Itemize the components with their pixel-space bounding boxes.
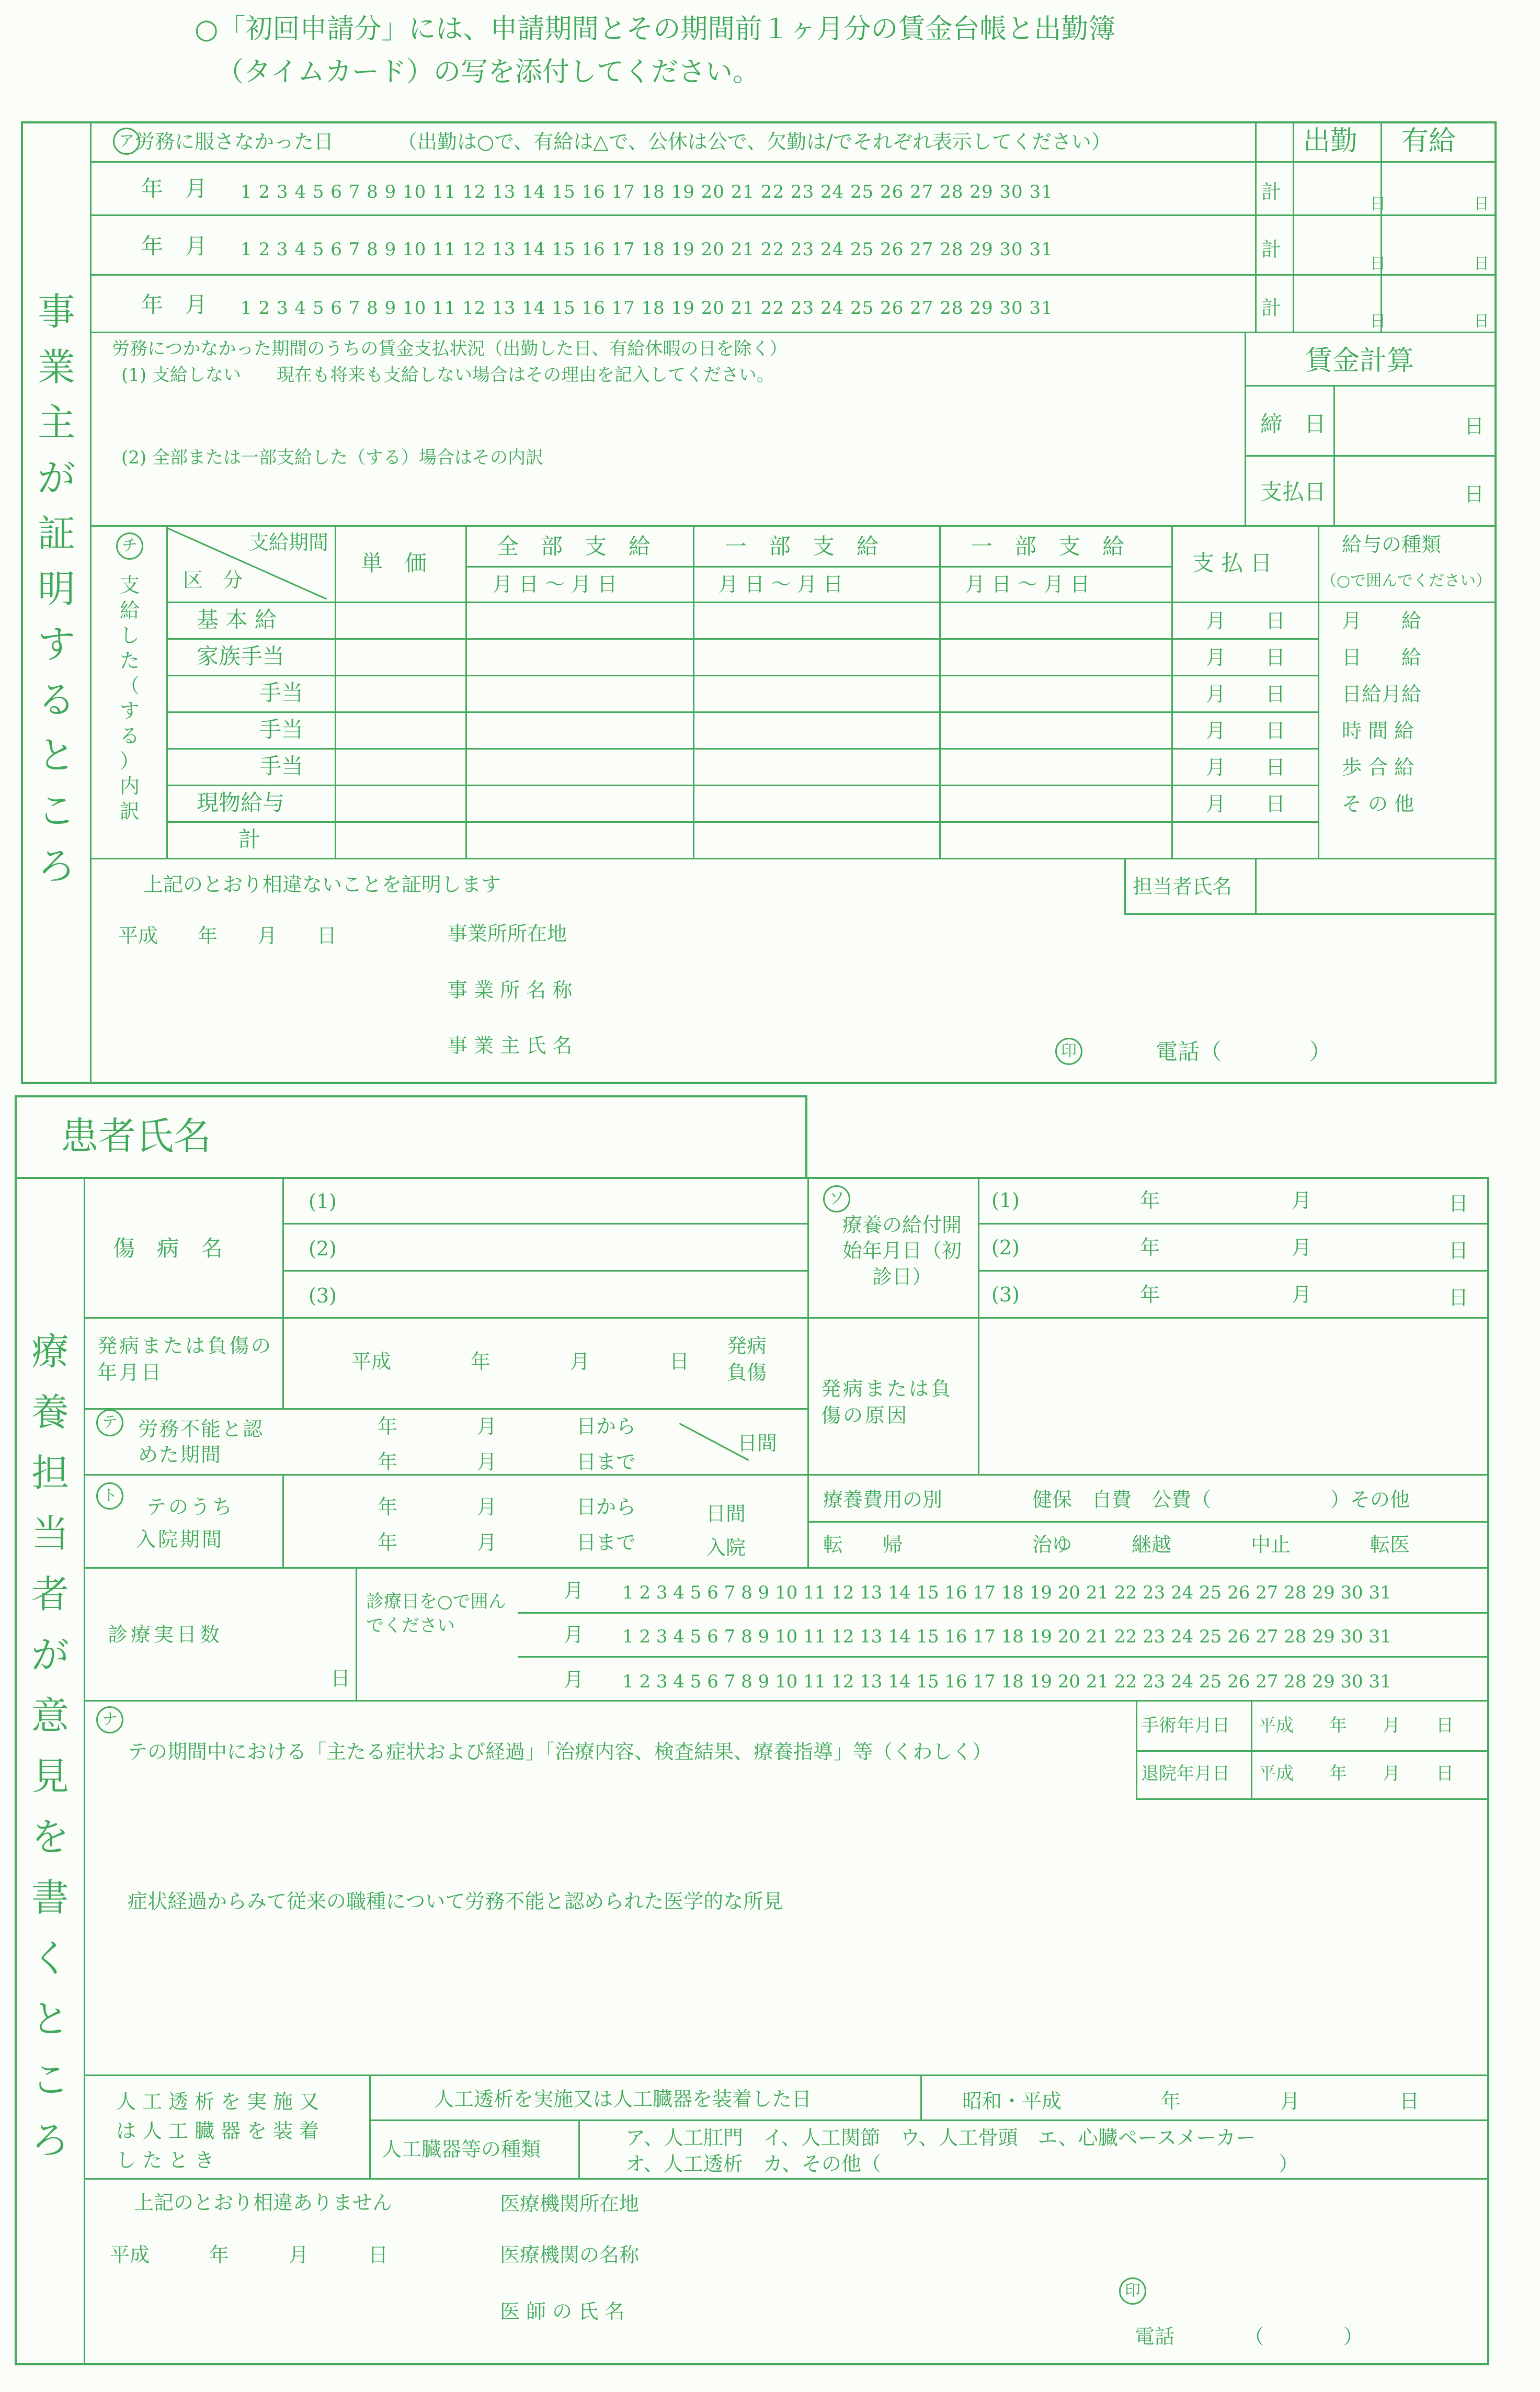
opinion-label: 症状経過からみて従来の職種について労務不能と認められた医学的な所見 xyxy=(128,1890,783,1913)
medical-cert-date[interactable]: 平成 年 月 日 xyxy=(110,2243,389,2266)
absence-row-1-ym: 年 月 xyxy=(141,176,208,201)
incapacity-mark: テ xyxy=(96,1409,123,1436)
organ-types-1[interactable]: ア、人工肛門 イ、人工関節 ウ、人工骨頭 エ、心臓ペースメーカー xyxy=(625,2126,1256,2149)
payment-status-title: 労務につかなかった期間のうちの賃金支払状況（出勤した日、有給休暇の日を除く） xyxy=(112,338,788,359)
injury-item-1[interactable]: (1) xyxy=(309,1190,337,1213)
hospital-days: 日間入院 xyxy=(706,1502,746,1559)
pay-header-range-1: 月 日 ～ 月 日 xyxy=(493,573,618,596)
visit-note: 診療日を○で囲んでください xyxy=(366,1591,506,1636)
salary-type-2[interactable]: 日給月給 xyxy=(1342,683,1422,706)
salary-type-0[interactable]: 月 給 xyxy=(1342,609,1422,632)
employer-address-label: 事業所所在地 xyxy=(448,922,567,945)
absence-row-2-paid-unit: 日 xyxy=(1474,255,1489,273)
wage-calc-closing-unit: 日 xyxy=(1464,415,1485,438)
absence-row-3-paid-unit: 日 xyxy=(1474,312,1489,331)
wage-calc-payday-unit: 日 xyxy=(1464,483,1485,506)
pay-header-partial-2: 一 部 支 給 xyxy=(971,534,1125,559)
organ-type-label: 人工臓器等の種類 xyxy=(382,2138,541,2161)
incapacity-days: 日間 xyxy=(737,1432,778,1455)
doctor-seal-icon: 印 xyxy=(1119,2277,1146,2305)
absence-row-2-days[interactable]: 1 2 3 4 5 6 7 8 9 10 11 12 13 14 15 16 17 18 19 20 21 22 23 24 25 26 27 28 29 30 31 xyxy=(241,239,1053,260)
salary-type-5[interactable]: そ の 他 xyxy=(1342,792,1414,815)
hospital-to[interactable]: 年 月 日まで xyxy=(378,1531,636,1554)
patient-name-field[interactable] xyxy=(282,1104,795,1172)
visit-row-2-days[interactable]: 1 2 3 4 5 6 7 8 9 10 11 12 13 14 15 16 17 18 19 20 21 22 23 24 25 26 27 28 29 30 31 xyxy=(622,1626,1391,1647)
seal-icon: 印 xyxy=(1055,1038,1082,1065)
findings-field[interactable] xyxy=(105,1799,1475,1883)
patient-name-label: 患者氏名 xyxy=(61,1114,212,1158)
start-mark: ソ xyxy=(823,1185,850,1212)
start-item-3: (3) xyxy=(991,1283,1020,1306)
payday-row-1: 月 日 xyxy=(1206,646,1286,669)
facility-address-label: 医療機関所在地 xyxy=(500,2192,640,2215)
hospital-label-1: テのうち xyxy=(146,1495,235,1518)
absence-label: 労務に服さなかった日 xyxy=(135,130,334,153)
pay-row-4: 手当 xyxy=(259,753,304,779)
hospital-label-2: 入院期間 xyxy=(136,1528,224,1551)
pay-header-payday: 支 払 日 xyxy=(1192,550,1272,576)
dialysis-label: 人工透析を実施又は人工臓器を装着したとき xyxy=(116,2090,326,2172)
header-line-2: （タイムカード）の写を添付してください。 xyxy=(216,56,760,88)
outcome-label: 転 帰 xyxy=(823,1533,903,1556)
pay-header-full: 全 部 支 給 xyxy=(497,534,651,559)
visit-row-3-days[interactable]: 1 2 3 4 5 6 7 8 9 10 11 12 13 14 15 16 17 18 19 20 21 22 23 24 25 26 27 28 29 30 31 xyxy=(622,1671,1391,1692)
absence-row-1-paid-unit: 日 xyxy=(1474,195,1489,213)
start-item-1: (1) xyxy=(991,1189,1020,1212)
pay-row-2: 手当 xyxy=(259,680,304,706)
cost-label: 療養費用の別 xyxy=(823,1488,943,1511)
incapacity-to[interactable]: 年 月 日まで xyxy=(378,1450,636,1473)
visit-row-1-days[interactable]: 1 2 3 4 5 6 7 8 9 10 11 12 13 14 15 16 17 18 19 20 21 22 23 24 25 26 27 28 29 30 31 xyxy=(622,1582,1391,1603)
absence-row-2-ym: 年 月 xyxy=(141,233,208,259)
pay-header-category: 区 分 xyxy=(183,569,243,592)
cause-label: 発病または負傷の原因 xyxy=(821,1377,953,1427)
start-item-2: (2) xyxy=(991,1236,1020,1259)
salary-type-3[interactable]: 時 間 給 xyxy=(1342,719,1414,742)
injury-item-3[interactable]: (3) xyxy=(309,1284,337,1307)
doctor-name-label: 医 師 の 氏 名 xyxy=(500,2300,625,2323)
start-1-year: 年 xyxy=(1140,1189,1160,1212)
medical-side-title: 療 養 担 当 者 が 意 見 を 書 く と こ ろ xyxy=(31,1330,69,2162)
col-attend: 出勤 xyxy=(1303,126,1358,157)
onset-kind[interactable]: 発病負傷 xyxy=(727,1334,767,1385)
employer-side-title: 事 業 主 が 証 明 す る と こ ろ xyxy=(37,290,75,888)
injury-item-2[interactable]: (2) xyxy=(309,1237,337,1260)
pay-row-6: 計 xyxy=(238,826,261,852)
pay-side-label: 支 給 し た （ す る ） 内 訳 xyxy=(119,574,140,823)
start-1-day: 日 xyxy=(1448,1192,1469,1215)
facility-name-label: 医療機関の名称 xyxy=(500,2243,640,2266)
payday-row-0: 月 日 xyxy=(1206,609,1286,632)
findings-mark: ナ xyxy=(96,1706,123,1733)
start-3-year: 年 xyxy=(1140,1283,1160,1306)
pay-row-5: 現物給与 xyxy=(197,790,285,815)
surgery-date-label: 手術年月日 xyxy=(1141,1715,1230,1736)
pay-header-unit-price: 単 価 xyxy=(361,550,427,576)
absence-row-2-attend-unit: 日 xyxy=(1370,255,1386,273)
employer-name-label: 事 業 所 名 称 xyxy=(448,979,573,1002)
start-2-day: 日 xyxy=(1448,1239,1469,1262)
absence-row-1-total: 計 xyxy=(1261,180,1282,203)
absence-row-3-days[interactable]: 1 2 3 4 5 6 7 8 9 10 11 12 13 14 15 16 17 18 19 20 21 22 23 24 25 26 27 28 29 30 31 xyxy=(241,298,1053,319)
medical-tel-label: 電話 （ ） xyxy=(1135,2325,1364,2348)
employer-owner-label: 事 業 主 氏 名 xyxy=(448,1034,573,1057)
injury-label: 傷 病 名 xyxy=(113,1235,223,1261)
surgery-date[interactable]: 平成 年 月 日 xyxy=(1258,1715,1454,1736)
absence-row-3-attend-unit: 日 xyxy=(1370,312,1386,331)
col-paid: 有給 xyxy=(1401,126,1456,157)
payday-row-3: 月 日 xyxy=(1206,719,1286,742)
absence-row-2-total: 計 xyxy=(1261,238,1282,261)
visit-row-3-month: 月 xyxy=(564,1668,584,1691)
hospital-mark: ト xyxy=(96,1482,123,1510)
employer-tel-label: 電話（ ） xyxy=(1156,1039,1332,1064)
opinion-field[interactable] xyxy=(105,1925,1475,2066)
start-1-month: 月 xyxy=(1292,1189,1312,1212)
pay-row-3: 手当 xyxy=(259,717,304,742)
wage-calc-payday: 支払日 xyxy=(1260,479,1327,505)
cost-options[interactable]: 健保 自費 公費（ ）その他 xyxy=(1032,1488,1410,1511)
employer-cert-statement: 上記のとおり相違ないことを証明します xyxy=(143,873,501,896)
salary-type-1[interactable]: 日 給 xyxy=(1342,646,1422,669)
pay-header-range-2: 月 日 ～ 月 日 xyxy=(718,573,843,596)
incapacity-from[interactable]: 年 月 日から xyxy=(378,1415,636,1438)
salary-type-4[interactable]: 歩 合 給 xyxy=(1342,756,1414,779)
payment-status-item-1: (1) 支給しない 現在も将来も支給しない場合はその理由を記入してください。 xyxy=(121,365,774,386)
visit-row-2-month: 月 xyxy=(564,1623,584,1646)
incapacity-label: 労務不能と認めた期間 xyxy=(138,1418,264,1467)
salary-type-title: 給与の種類 xyxy=(1342,533,1442,556)
start-3-day: 日 xyxy=(1448,1286,1469,1309)
payment-status-item-2: (2) 全部または一部支給した（する）場合はその内訳 xyxy=(121,447,543,468)
visit-row-1-month: 月 xyxy=(564,1579,584,1602)
start-3-month: 月 xyxy=(1292,1283,1312,1306)
medical-cert-statement: 上記のとおり相違ありません xyxy=(134,2191,393,2214)
start-2-year: 年 xyxy=(1140,1236,1160,1259)
pay-row-1: 家族手当 xyxy=(197,643,285,669)
wage-calc-title: 賃金計算 xyxy=(1305,345,1414,377)
dialysis-date[interactable]: 昭和・平成 年 月 日 xyxy=(962,2090,1420,2113)
wage-calc-closing: 締 日 xyxy=(1260,411,1327,437)
onset-label: 発病または負傷の年月日 xyxy=(97,1334,273,1385)
start-2-month: 月 xyxy=(1292,1236,1312,1259)
pay-header-partial-1: 一 部 支 給 xyxy=(725,534,879,559)
discharge-date-label: 退院年月日 xyxy=(1141,1763,1230,1784)
visit-label: 診療実日数 xyxy=(108,1623,223,1646)
pay-header-period: 支給期間 xyxy=(249,531,329,554)
pay-row-0: 基 本 給 xyxy=(197,607,277,632)
payday-row-5: 月 日 xyxy=(1206,792,1286,815)
absence-row-3-total: 計 xyxy=(1261,297,1282,320)
outcome-options[interactable]: 治ゆ 継越 中止 転医 xyxy=(1032,1533,1410,1556)
absence-row-1-days[interactable]: 1 2 3 4 5 6 7 8 9 10 11 12 13 14 15 16 17 18 19 20 21 22 23 24 25 26 27 28 29 30 31 xyxy=(241,182,1053,202)
pay-header-range-3: 月 日 ～ 月 日 xyxy=(965,573,1090,596)
visit-day-unit: 日 xyxy=(330,1667,351,1690)
absence-row-3-ym: 年 月 xyxy=(141,292,208,318)
organ-types-2[interactable]: オ、人工透析 カ、その他（ ） xyxy=(625,2152,1299,2175)
discharge-date[interactable]: 平成 年 月 日 xyxy=(1258,1763,1454,1784)
onset-date[interactable]: 平成 年 月 日 xyxy=(351,1350,690,1373)
dialysis-date-label: 人工透析を実施又は人工臓器を装着した日 xyxy=(434,2088,812,2111)
payday-row-2: 月 日 xyxy=(1206,683,1286,706)
salary-type-note: （○で囲んでください） xyxy=(1321,572,1492,590)
absence-row-1-attend-unit: 日 xyxy=(1370,195,1386,213)
staff-name-label: 担当者氏名 xyxy=(1133,875,1233,898)
header-line-1: ○「初回申請分」には、申請期間とその期間前１ヶ月分の賃金台帳と出勤簿 xyxy=(195,14,1116,45)
findings-label: テの期間中における「主たる症状および経過」「治療内容、検査結果、療養指導」等（くわしく） xyxy=(128,1740,993,1763)
start-label: 療養の給付開始年月日（初診日） xyxy=(842,1214,962,1288)
hospital-from[interactable]: 年 月 日から xyxy=(378,1495,636,1518)
employer-cert-date: 平成 年 月 日 xyxy=(118,924,337,947)
absence-instruction: （出勤は○で、有給は△で、公休は公で、欠勤は/でそれぞれ表示してください） xyxy=(397,130,1111,153)
payday-row-4: 月 日 xyxy=(1206,756,1286,779)
